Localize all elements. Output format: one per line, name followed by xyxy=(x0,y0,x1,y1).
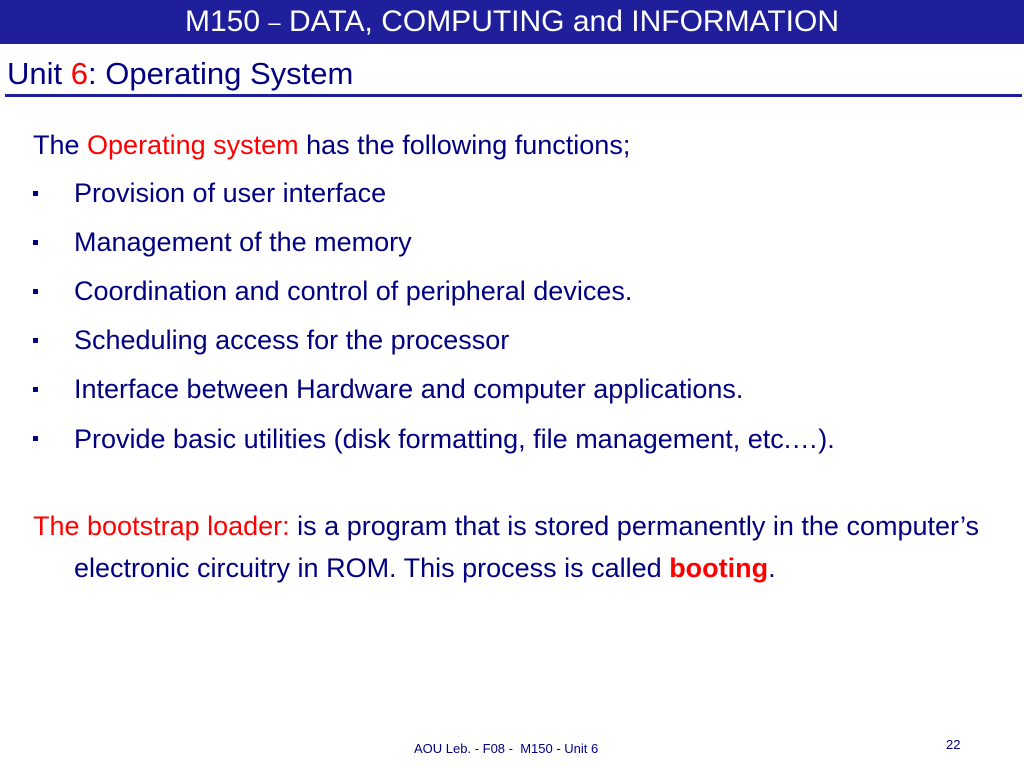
unit-number: 6 xyxy=(70,56,88,91)
slide-footer: AOU Leb. - F08 - M150 - Unit 6 xyxy=(414,741,599,756)
functions-list xyxy=(33,173,1003,461)
intro-line xyxy=(33,125,1003,165)
list-item xyxy=(33,271,1003,311)
bootstrap-term: The bootstrap loader: xyxy=(33,511,290,541)
course-header xyxy=(0,0,1024,44)
intro-before: The xyxy=(33,130,88,160)
square-bullet-icon xyxy=(33,289,38,294)
square-bullet-icon xyxy=(33,387,38,392)
list-item-text: Interface between Hardware and computer applications. xyxy=(74,374,744,404)
title-divider xyxy=(5,94,1022,97)
title-suffix: : Operating System xyxy=(88,56,354,91)
square-bullet-icon xyxy=(33,240,38,245)
bootstrap-definition xyxy=(33,505,1003,589)
booting-emphasis: booting xyxy=(669,553,769,583)
intro-after: has the following functions; xyxy=(298,130,631,160)
square-bullet-icon xyxy=(33,436,38,441)
header-dash: – xyxy=(268,10,281,36)
list-item xyxy=(33,418,1003,461)
list-item-text: Management of the memory xyxy=(74,227,412,257)
bootstrap-end: . xyxy=(768,553,776,583)
square-bullet-icon xyxy=(33,338,38,343)
slide-body xyxy=(33,125,1003,589)
square-bullet-icon xyxy=(33,191,38,196)
list-item xyxy=(33,173,1003,213)
list-item-text: Provide basic utilities (disk formatting, file management, etc.…). xyxy=(74,424,835,454)
course-title: DATA, COMPUTING and INFORMATION xyxy=(288,5,840,38)
intro-highlight: Operating system xyxy=(87,130,299,160)
list-item-text: Provision of user interface xyxy=(74,178,387,208)
slide-title xyxy=(7,56,353,92)
list-item xyxy=(33,222,1003,262)
page-number: 22 xyxy=(946,737,961,752)
title-prefix: Unit xyxy=(7,56,71,91)
list-item xyxy=(33,320,1003,360)
bootstrap-text: is a program that is stored permanently in the computer’s electronic circuitry in ROM. This process is called xyxy=(74,511,980,583)
course-code: M150 xyxy=(184,5,261,38)
list-item xyxy=(33,369,1003,409)
list-item-text: Coordination and control of peripheral devices. xyxy=(74,276,633,306)
list-item-text: Scheduling access for the processor xyxy=(74,325,510,355)
